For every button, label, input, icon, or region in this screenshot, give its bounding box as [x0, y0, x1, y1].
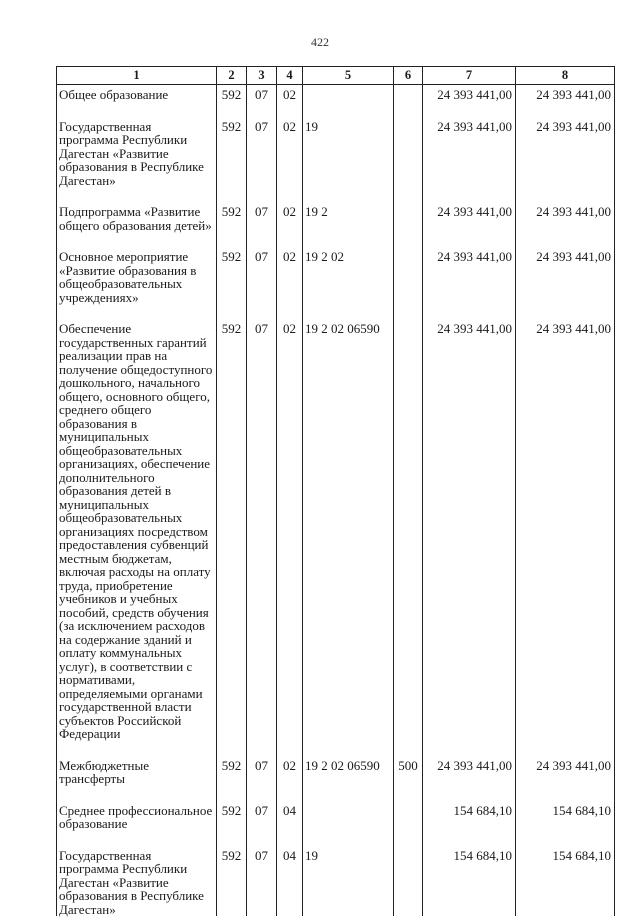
table-row [57, 319, 615, 741]
row-sum8: 24 393 441,00 [516, 319, 615, 741]
row-pr: 02 [277, 756, 303, 786]
row-rz: 07 [247, 247, 277, 304]
row-sum7: 154 684,10 [423, 846, 516, 917]
row-vr: 500 [394, 756, 423, 786]
table-row [57, 202, 615, 232]
row-sum7: 24 393 441,00 [423, 117, 516, 188]
row-vr [394, 846, 423, 917]
row-pr: 02 [277, 117, 303, 188]
table-row [57, 756, 615, 786]
row-csr: 19 2 02 [303, 247, 394, 304]
row-vr [394, 85, 423, 102]
row-csr [303, 85, 394, 102]
row-csr: 19 2 02 06590 [303, 319, 394, 741]
row-name: Общее образование [57, 85, 217, 102]
row-pr: 04 [277, 846, 303, 917]
row-sum8: 154 684,10 [516, 846, 615, 917]
row-name: Подпрограмма «Развитие общего образования детей» [57, 202, 217, 232]
budget-table [56, 66, 615, 916]
row-sum7: 24 393 441,00 [423, 202, 516, 232]
row-sum8: 24 393 441,00 [516, 247, 615, 304]
row-pr: 04 [277, 801, 303, 831]
row-pr: 02 [277, 202, 303, 232]
row-pr: 02 [277, 319, 303, 741]
row-ved: 592 [217, 319, 247, 741]
table-row [57, 85, 615, 102]
row-sum8: 24 393 441,00 [516, 756, 615, 786]
row-name: Обеспечение государственных гарантий реализации прав на получение общедоступного дошкольного, начального общего, основного общего, среднего общего образования в муниципальных общеобразовательных организациях, обеспечение дополнительного образования детей в муниципальных общеобразовательных организациях посредством предоставления субвенций местным бюджетам, включая расходы на оплату труда, приобретение учебников и учебных пособий, средств обучения (за исключением расходов на содержание зданий и оплату коммунальных услуг), в соответствии с нормативами, определяемыми органами государственной власти субъектов Российской Федерации [57, 319, 217, 741]
header-cell: 5 [303, 67, 394, 85]
row-name: Государственная программа Республики Дагестан «Развитие образования в Республике Дагестан» [57, 846, 217, 917]
row-csr: 19 [303, 117, 394, 188]
row-sum7: 154 684,10 [423, 801, 516, 831]
row-rz: 07 [247, 319, 277, 741]
table-row [57, 247, 615, 304]
row-rz: 07 [247, 85, 277, 102]
row-name: Межбюджетные трансферты [57, 756, 217, 786]
table-row [57, 117, 615, 188]
row-name: Государственная программа Республики Дагестан «Развитие образования в Республике Дагестан» [57, 117, 217, 188]
header-cell: 2 [217, 67, 247, 85]
row-sum7: 24 393 441,00 [423, 319, 516, 741]
row-pr: 02 [277, 247, 303, 304]
row-sum7: 24 393 441,00 [423, 756, 516, 786]
table-row [57, 801, 615, 831]
row-sum8: 24 393 441,00 [516, 202, 615, 232]
row-ved: 592 [217, 247, 247, 304]
row-rz: 07 [247, 756, 277, 786]
row-csr [303, 801, 394, 831]
row-vr [394, 247, 423, 304]
header-cell: 3 [247, 67, 277, 85]
row-sum8: 24 393 441,00 [516, 117, 615, 188]
row-vr [394, 319, 423, 741]
row-ved: 592 [217, 117, 247, 188]
header-cell: 6 [394, 67, 423, 85]
row-sum8: 24 393 441,00 [516, 85, 615, 102]
row-ved: 592 [217, 756, 247, 786]
row-ved: 592 [217, 801, 247, 831]
row-vr [394, 202, 423, 232]
row-sum7: 24 393 441,00 [423, 85, 516, 102]
header-cell: 7 [423, 67, 516, 85]
header-cell: 1 [57, 67, 217, 85]
row-pr: 02 [277, 85, 303, 102]
row-csr: 19 2 02 06590 [303, 756, 394, 786]
row-vr [394, 801, 423, 831]
table-row [57, 846, 615, 917]
row-csr: 19 2 [303, 202, 394, 232]
row-rz: 07 [247, 202, 277, 232]
page-number: 422 [311, 35, 329, 49]
header-cell: 4 [277, 67, 303, 85]
row-rz: 07 [247, 117, 277, 188]
row-ved: 592 [217, 202, 247, 232]
row-name: Основное мероприятие «Развитие образования в общеобразовательных учреждениях» [57, 247, 217, 304]
row-vr [394, 117, 423, 188]
row-sum8: 154 684,10 [516, 801, 615, 831]
row-rz: 07 [247, 846, 277, 917]
row-ved: 592 [217, 846, 247, 917]
row-name: Среднее профессиональное образование [57, 801, 217, 831]
row-csr: 19 [303, 846, 394, 917]
header-row [57, 67, 615, 85]
row-sum7: 24 393 441,00 [423, 247, 516, 304]
header-cell: 8 [516, 67, 615, 85]
row-rz: 07 [247, 801, 277, 831]
row-ved: 592 [217, 85, 247, 102]
